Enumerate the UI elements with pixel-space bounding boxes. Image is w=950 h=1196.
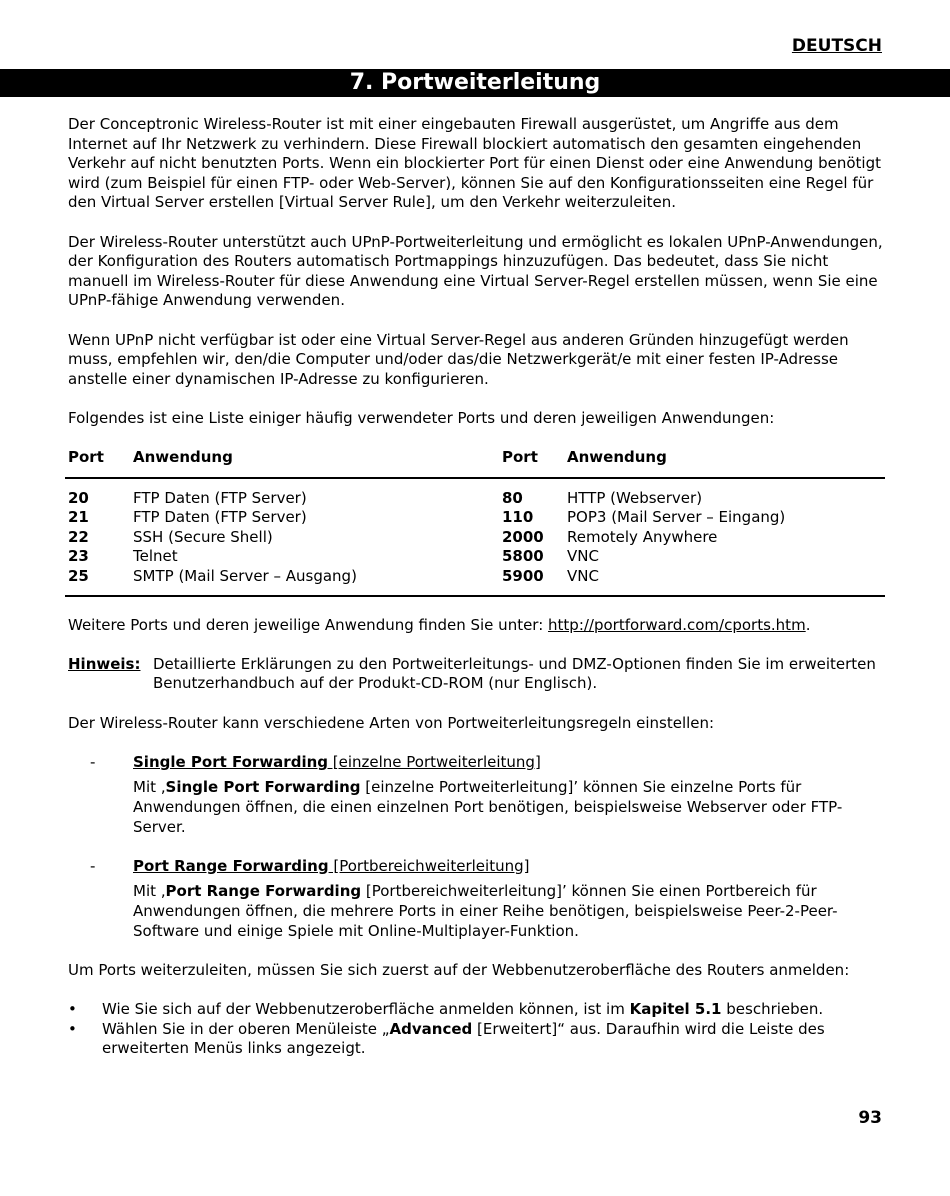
more-ports-end: . [805, 615, 811, 634]
application-name: Remotely Anywhere [567, 527, 718, 546]
column-header: Port [502, 448, 538, 467]
rule-type-description: Mit ‚Port Range Forwarding [Portbereichweiterleitung]’ können Sie einen Portbereich für Anwendungen öffnen, die mehrere Ports in einer Reihe benötigen, beispielsweise Peer-2-Peer-Software und einige Spiele mit Online-Multiplayer-Funktion. [133, 882, 838, 940]
port-number: 5900 [502, 567, 544, 586]
ports-table [65, 448, 885, 597]
paragraph: Folgendes ist eine Liste einiger häufig verwendeter Ports und deren jeweiligen Anwendungen: [68, 408, 775, 427]
application-name: VNC [567, 547, 599, 566]
port-number: 25 [68, 567, 89, 586]
port-number: 110 [502, 508, 534, 527]
table-row [65, 567, 885, 587]
column-header: Port [68, 448, 104, 467]
note [68, 655, 888, 694]
table-row [65, 489, 885, 509]
port-number: 2000 [502, 527, 544, 546]
rule-type-item [68, 857, 888, 941]
language-label: DEUTSCH [791, 36, 882, 56]
port-number: 23 [68, 547, 89, 566]
rule-type-heading: Single Port Forwarding [einzelne Portweiterleitung] [133, 752, 541, 771]
table-row [65, 508, 885, 528]
rule-type-item [68, 753, 888, 837]
port-number: 80 [502, 488, 523, 507]
port-number: 5800 [502, 547, 544, 566]
dash-marker: - [90, 856, 96, 875]
note-label: Hinweis: [68, 654, 141, 673]
note-text: Detaillierte Erklärungen zu den Portweiterleitungs- und DMZ-Optionen finden Sie im erweiterten Benutzerhandbuch auf der Produkt-CD-ROM (nur Englisch). [153, 654, 876, 693]
paragraph: Der Wireless-Router unterstützt auch UPnP-Portweiterleitung und ermöglicht es lokalen UPnP-Anwendungen, der Konfiguration des Routers automatisch Portmappings hinzuzufügen. Das bedeutet, dass Sie nicht manuell im Wireless-Router für diese Anwendung eine Virtual Server-Regel erstellen müssen, wenn Sie eine UPnP-fähige Anwendung verwenden. [68, 232, 883, 310]
page-number: 93 [858, 1108, 882, 1128]
page-body [68, 115, 888, 1059]
more-ports-text: Weitere Ports und deren jeweilige Anwendung finden Sie unter: [68, 615, 549, 634]
application-name: Telnet [133, 547, 178, 566]
bullet-marker: • [68, 999, 77, 1018]
port-number: 20 [68, 488, 89, 507]
paragraph: Der Wireless-Router kann verschiedene Arten von Portweiterleitungsregeln einstellen: [68, 713, 715, 732]
portforward-link[interactable]: http://portforward.com/cports.htm [548, 615, 806, 634]
paragraph: Um Ports weiterzuleiten, müssen Sie sich zuerst auf der Webbenutzeroberfläche des Routers anmelden: [68, 960, 850, 979]
paragraph: Wenn UPnP nicht verfügbar ist oder eine Virtual Server-Regel aus anderen Gründen hinzugefügt werden muss, empfehlen wir, den/die Computer und/oder das/die Netzwerkgerät/e mit einer festen IP-Adresse anstelle einer dynamischen IP-Adresse zu konfigurieren. [68, 330, 849, 388]
list-item: • Wie Sie sich auf der Webbenutzeroberfläche anmelden können, ist im Kapitel 5.1 beschrieben. [68, 999, 824, 1018]
more-ports-paragraph [68, 616, 888, 636]
column-header: Anwendung [133, 448, 233, 467]
application-name: HTTP (Webserver) [567, 488, 703, 507]
application-name: POP3 (Mail Server – Eingang) [567, 508, 786, 527]
table-row [65, 547, 885, 567]
rule-type-heading: Port Range Forwarding [Portbereichweiterleitung] [133, 856, 530, 875]
application-name: VNC [567, 567, 599, 586]
table-row [65, 528, 885, 548]
chapter-title: 7. Portweiterleitung [0, 69, 950, 97]
rule-type-description: Mit ‚Single Port Forwarding [einzelne Portweiterleitung]’ können Sie einzelne Ports für Anwendungen öffnen, die einen einzelnen Port benötigen, beispielsweise Webserver oder FTP-Server. [133, 778, 843, 836]
table-header-row [65, 448, 885, 478]
application-name: SMTP (Mail Server – Ausgang) [133, 567, 357, 586]
bullet-marker: • [68, 1019, 77, 1038]
application-name: SSH (Secure Shell) [133, 527, 273, 546]
port-number: 21 [68, 508, 89, 527]
application-name: FTP Daten (FTP Server) [133, 508, 307, 527]
column-header: Anwendung [567, 448, 667, 467]
paragraph: Der Conceptronic Wireless-Router ist mit einer eingebauten Firewall ausgerüstet, um Angriffe aus dem Internet auf Ihr Netzwerk zu verhindern. Diese Firewall blockiert automatisch den gesamten eingehenden Verkehr auf nicht benutzten Ports. Wenn ein blockierter Port für einen Dienst oder eine Anwendung benötigt wird (zum Beispiel für einen FTP- oder Web-Server), können Sie auf den Konfigurationsseiten eine Regel für den Virtual Server erstellen [Virtual Server Rule], um den Verkehr weiterzuleiten. [68, 115, 881, 212]
list-item: • Wählen Sie in der oberen Menüleiste „Advanced [Erweitert]“ aus. Daraufhin wird die Leiste des erweiterten Menüs links angezeigt. [68, 1019, 825, 1058]
port-number: 22 [68, 527, 89, 546]
dash-marker: - [90, 752, 96, 771]
application-name: FTP Daten (FTP Server) [133, 488, 307, 507]
